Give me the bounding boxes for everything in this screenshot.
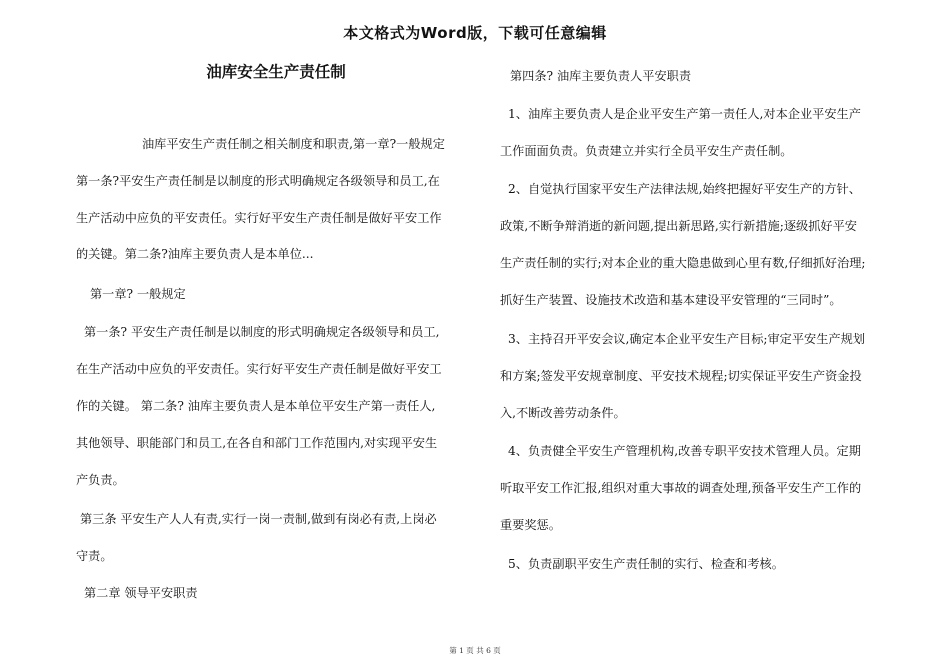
page-number: 第 1 页 共 6 页 [449, 646, 501, 655]
paragraph-line: 工作面面负责。负责建立并实行全员平安生产责任制。 [500, 144, 793, 158]
paragraph-line: 1、油库主要负责人是企业平安生产第一责任人,对本企业平安生产 [508, 107, 861, 121]
paragraph-line: 政策,不断争辩消逝的新问题,提出新思路,实行新措施;逐级抓好平安 [500, 219, 857, 233]
chapter-heading: 第二章 领导平安职责 [84, 586, 198, 600]
paragraph-line: 3、主持召开平安会议,确定本企业平安生产目标;审定平安生产规划 [508, 332, 865, 346]
paragraph-line: 听取平安工作汇报,组织对重大事故的调查处理,预备平安生产工作的 [500, 481, 862, 495]
paragraph-line: 2、自觉执行国家平安生产法律法规,始终把握好平安生产的方针、 [508, 182, 861, 196]
paragraph-line: 4、负责健全平安生产管理机构,改善专职平安技术管理人员。定期 [508, 444, 861, 458]
paragraph-line: 其他领导、职能部门和员工,在各自和部门工作范围内,对实现平安生 [76, 436, 438, 450]
article-heading: 第四条? 油库主要负责人平安职责 [510, 69, 692, 83]
download-banner: 本文格式为Word版，下载可任意编辑 [343, 24, 607, 42]
paragraph-line: 第一条?平安生产责任制是以制度的形式明确规定各级领导和员工,在 [76, 174, 440, 188]
paragraph-line: 重要奖惩。 [500, 518, 561, 532]
paragraph-line: 抓好生产装置、设施技术改造和基本建设平安管理的“三同时”。 [500, 293, 842, 307]
paragraph-line: 在生产活动中应负的平安责任。实行好平安生产责任制是做好平安工 [76, 362, 442, 376]
paragraph-line: 生产责任制的实行;对本企业的重大隐患做到心里有数,仔细抓好治理; [500, 256, 866, 270]
chapter-heading: 第一章? 一般规定 [90, 287, 186, 301]
paragraph-line: 5、负责副职平安生产责任制的实行、检查和考核。 [508, 557, 784, 571]
paragraph-line: 守责。 [76, 549, 113, 563]
document-title: 油库安全生产责任制 [206, 63, 346, 81]
left-column [76, 0, 472, 672]
paragraph-line: 作的关键。 第二条? 油库主要负责人是本单位平安生产第一责任人, [76, 399, 436, 413]
paragraph-line: 第三条 平安生产人人有责,实行一岗一责制,做到有岗必有责,上岗必 [80, 512, 437, 526]
paragraph-line: 入,不断改善劳动条件。 [500, 406, 626, 420]
paragraph-line: 生产活动中应负的平安责任。实行好平安生产责任制是做好平安工作 [76, 211, 442, 225]
paragraph-line: 和方案;签发平安规章制度、平安技术规程;切实保证平安生产资金投 [500, 369, 862, 383]
paragraph-line: 油库平安生产责任制之相关制度和职责,第一章?一般规定 [142, 137, 445, 151]
right-column [500, 0, 896, 672]
paragraph-line: 的关键。第二条?油库主要负责人是本单位... [76, 247, 314, 261]
paragraph-line: 第一条? 平安生产责任制是以制度的形式明确规定各级领导和员工, [84, 325, 440, 339]
paragraph-line: 产负责。 [76, 473, 125, 487]
